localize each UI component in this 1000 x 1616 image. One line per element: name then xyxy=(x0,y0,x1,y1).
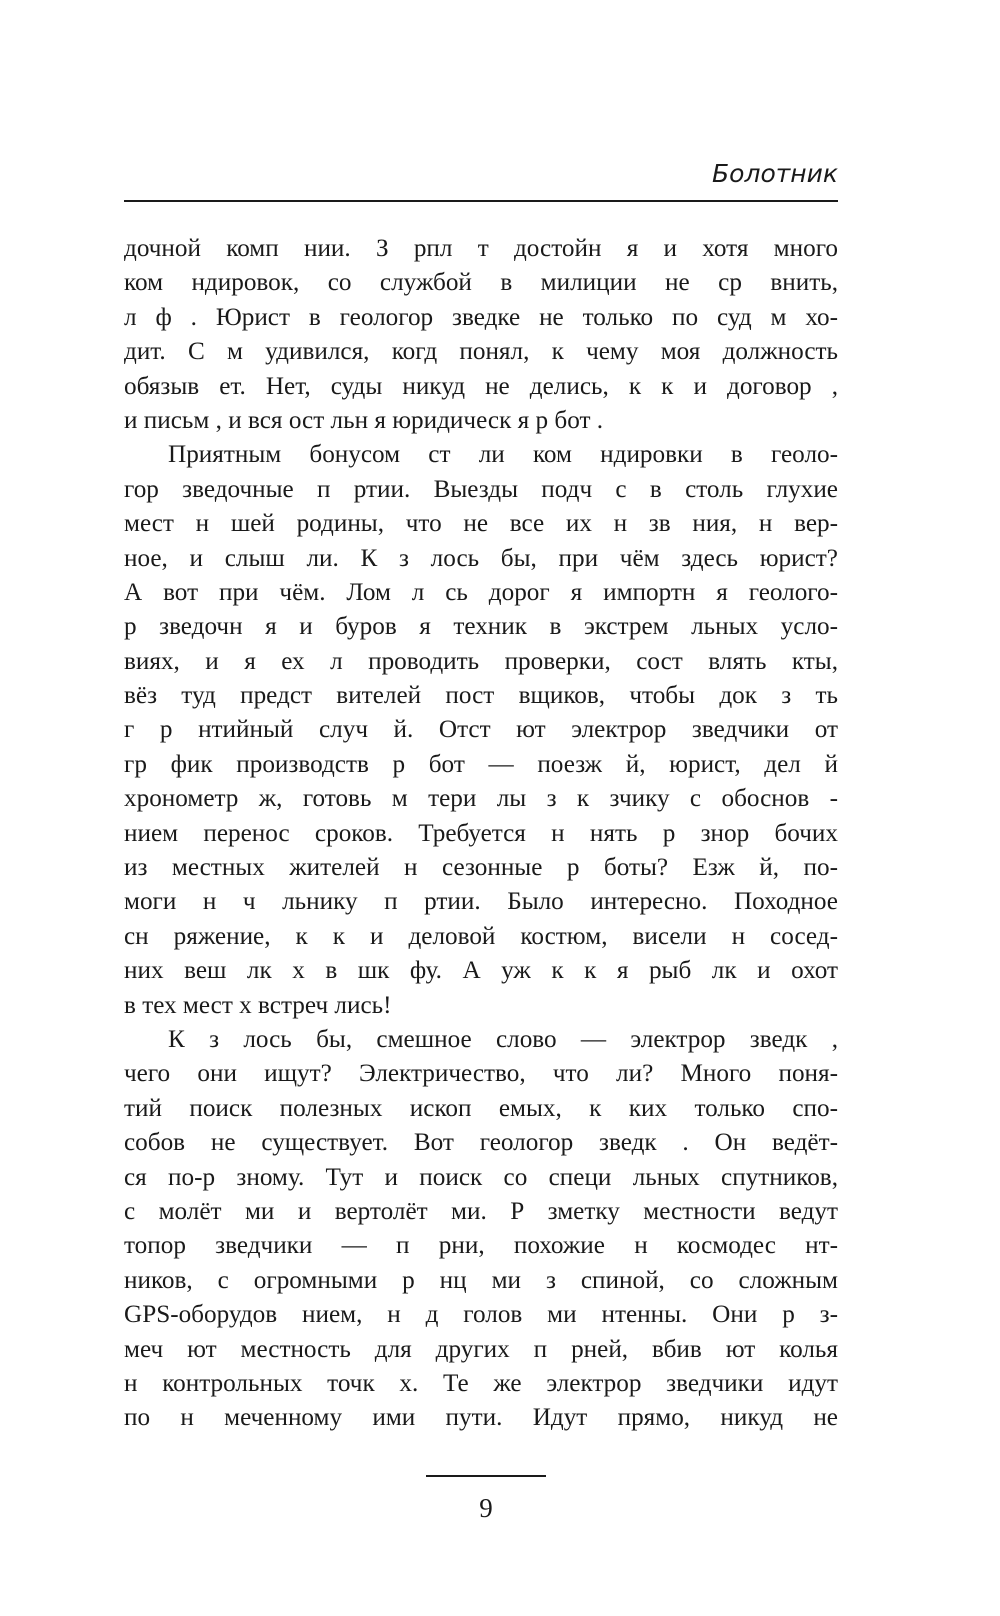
text-line: н контрольных точк х. Те же электрор зведчики идут xyxy=(124,1369,838,1397)
text-line: вёз туд предст вителей пост вщиков, чтобы док з ть xyxy=(124,682,838,710)
text-line: GPS-оборудов нием, н д голов ми нтенны. Они р з- xyxy=(124,1301,838,1329)
text-line: тий поиск полезных ископ емых, к ких только спо- xyxy=(124,1094,838,1122)
text-line: меч ют местность для других п рней, вбив ют колья xyxy=(124,1335,838,1363)
text-line: по н меченному ими пути. Идут прямо, никуд не xyxy=(124,1404,838,1432)
text-line: с молёт ми и вертолёт ми. Р зметку местности ведут xyxy=(124,1197,838,1225)
text-line: чего они ищут? Электричество, что ли? Много поня- xyxy=(124,1060,838,1088)
text-line: топор зведчики — п рни, похожие н космодес нт- xyxy=(124,1232,838,1260)
text-line: ное, и слыш ли. К з лось бы, при чём здесь юрист? xyxy=(124,544,838,572)
text-line: из местных жителей н сезонные р боты? Езж й, по- xyxy=(124,854,838,882)
text-line: ников, с огромными р нц ми з спиной, со сложным xyxy=(124,1266,838,1294)
text-line: Приятным бонусом ст ли ком ндировки в геоло- xyxy=(168,441,838,469)
text-line: сн ряжение, к к и деловой костюм, висели н сосед- xyxy=(124,922,838,950)
text-line: обязыв ет. Нет, суды никуд не делись, к к и договор , xyxy=(124,372,838,400)
text-line: виях, и я ех л проводить проверки, сост влять кты, xyxy=(124,647,838,675)
text-line: собов не существует. Вот геологор зведк . Он ведёт- xyxy=(124,1129,838,1157)
text-line: А вот при чём. Лом л сь дорог я импортн я геолого- xyxy=(124,578,838,606)
text-line: ся по-р зному. Тут и поиск со специ льных спутников, xyxy=(124,1163,838,1191)
text-line: хронометр ж, готовь м тери лы з к зчику с обоснов - xyxy=(124,785,838,813)
page-number: 9 xyxy=(479,1493,493,1523)
text-line: р зведочн я и буров я техник в экстрем льных усло- xyxy=(124,613,838,641)
text-line: моги н ч льнику п ртии. Было интересно. Походное xyxy=(124,888,838,916)
text-line: дочной комп нии. З рпл т достойн я и хотя много xyxy=(124,235,838,262)
text-line: дит. С м удивился, когд понял, к чему моя должность xyxy=(124,338,838,366)
text-line: мест н шей родины, что не все их н зв ния, н вер- xyxy=(124,510,838,538)
text-line: нием перенос сроков. Требуется н нять р знор бочих xyxy=(124,819,838,847)
text-line: л ф . Юрист в геологор зведке не только по суд м хо- xyxy=(124,303,838,331)
text-line: них веш лк х в шк фу. А уж к к я рыб лк и охот xyxy=(124,957,838,985)
text-line: К з лось бы, смешное слово — электрор зведк , xyxy=(168,1025,838,1053)
text-line: и письм , и вся ост льн я юридическ я р бот . xyxy=(124,406,604,434)
text-line: ком ндировок, со службой в милиции не ср внить, xyxy=(124,269,838,297)
text-line: г р нтийный случ й. Отст ют электрор зведчики от xyxy=(124,716,838,744)
text-line: в тех мест х встреч лись! xyxy=(124,991,392,1019)
header-rule xyxy=(124,200,838,202)
text-line: гор зведочные п ртии. Выезды подч с в столь глухие xyxy=(124,475,838,503)
text-line: гр фик производств р бот — поезж й, юрист, дел й xyxy=(124,750,838,778)
footer-rule xyxy=(426,1475,546,1477)
running-title: Болотник xyxy=(712,159,838,188)
body-text xyxy=(124,232,838,1436)
